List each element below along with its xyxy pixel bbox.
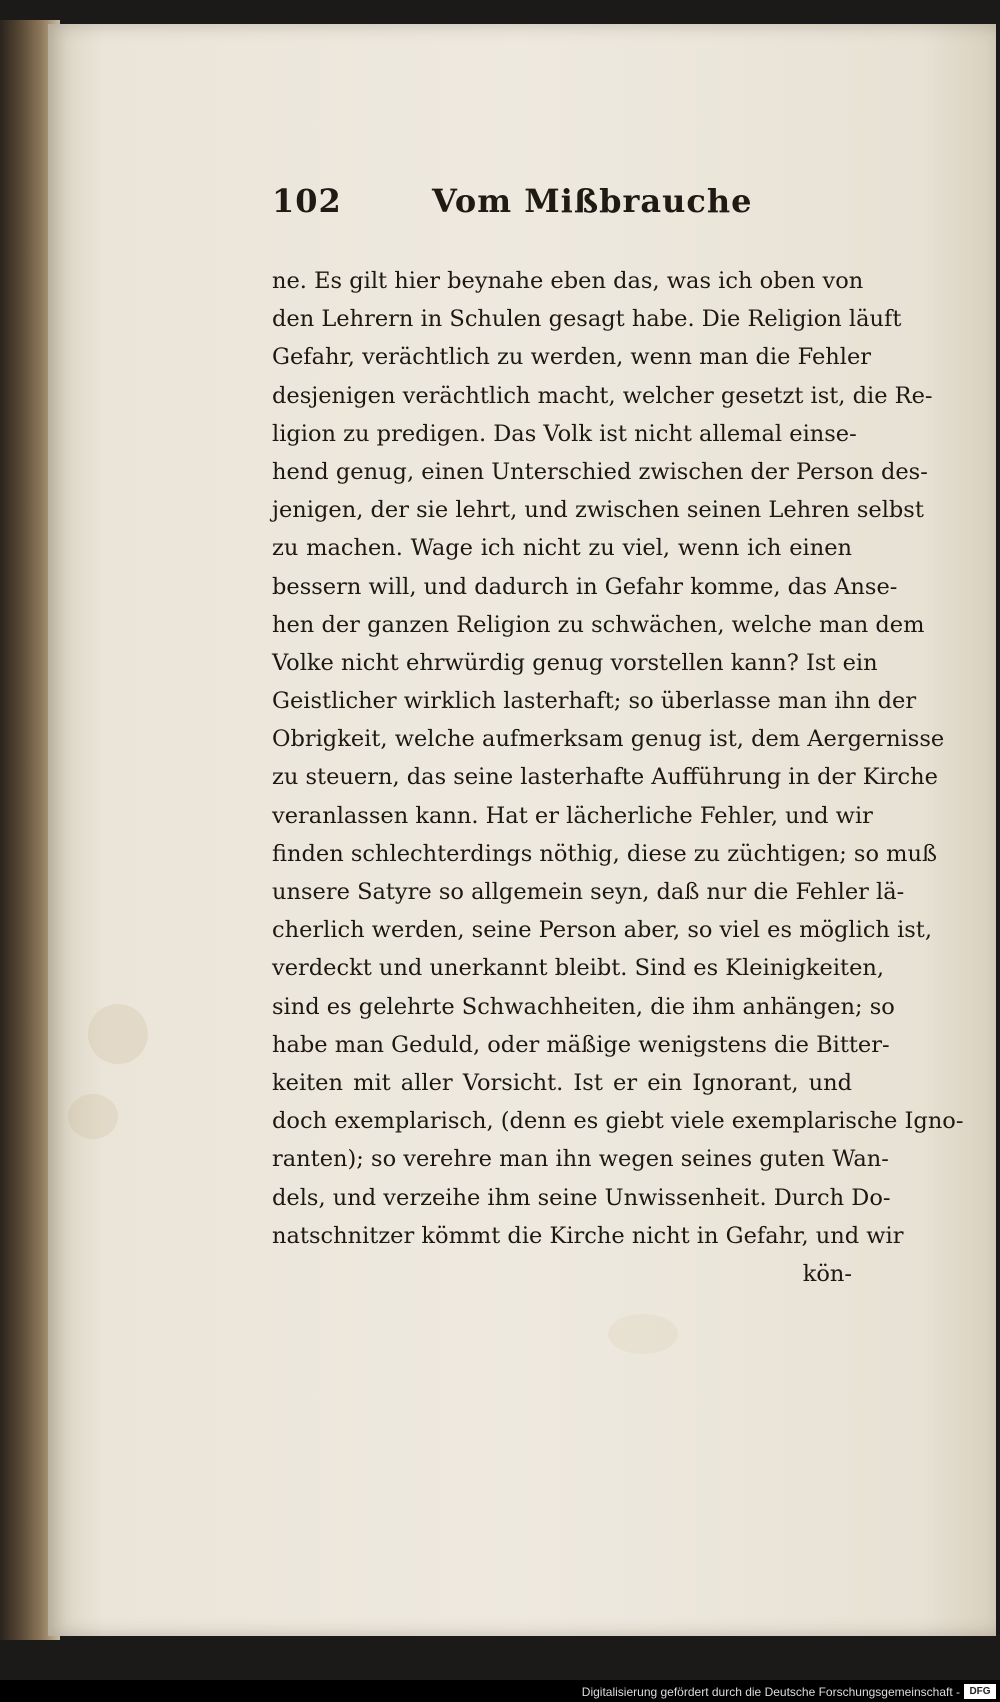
text-line: zu steuern, das seine lasterhafte Aufführung in der Kirche — [272, 764, 938, 791]
text-line: dels, und verzeihe ihm seine Unwissenheit. Durch Do- — [272, 1184, 891, 1211]
text-line: Gefahr, verächtlich zu werden, wenn man die Fehler — [272, 344, 872, 371]
text-line: Geistlicher wirklich lasterhaft; so überlasse man ihn der — [272, 688, 917, 715]
paper-stain — [88, 1004, 148, 1064]
digitization-credit: Digitalisierung gefördert durch die Deutsche Forschungsgemeinschaft - — [581, 1685, 960, 1699]
text-line: natschnitzer kömmt die Kirche nicht in Gefahr, und wir — [272, 1222, 904, 1249]
text-line: cherlich werden, seine Person aber, so viel es möglich ist, — [272, 917, 933, 944]
text-line: veranlassen kann. Hat er lächerliche Fehler, und wir — [272, 802, 873, 829]
text-line: Volke nicht ehrwürdig genug vorstellen kann? Ist ein — [272, 649, 878, 676]
text-line: den Lehrern in Schulen gesagt habe. Die Religion läuft — [272, 306, 902, 333]
text-line: verdeckt und unerkannt bleibt. Sind es Kleinigkeiten, — [272, 955, 885, 982]
text-line: hen der ganzen Religion zu schwächen, welche man dem — [272, 611, 925, 638]
text-line: finden schlechterdings nöthig, diese zu züchtigen; so muß — [272, 840, 938, 867]
footer-bar — [0, 1680, 1000, 1702]
paper-stain — [68, 1094, 118, 1139]
paper-stain — [608, 1314, 678, 1354]
text-line: jenigen, der sie lehrt, und zwischen seinen Lehren selbst — [272, 497, 924, 524]
text-line: zu machen. Wage ich nicht zu viel, wenn ich einen — [272, 535, 852, 562]
text-line: keiten mit aller Vorsicht. Ist er ein Ignorant, und — [272, 1069, 852, 1096]
page-number: 102 — [272, 182, 342, 220]
text-line: desjenigen verächtlich macht, welcher gesetzt ist, die Re- — [272, 382, 933, 409]
catchword: kön- — [802, 1260, 852, 1287]
text-line: sind es gelehrte Schwachheiten, die ihm anhängen; so — [272, 993, 895, 1020]
text-line: doch exemplarisch, (denn es giebt viele exemplarische Igno- — [272, 1108, 964, 1135]
text-line: ne. Es gilt hier beynahe eben das, was ich oben von — [272, 268, 864, 294]
running-title: Vom Mißbrauche — [432, 182, 753, 220]
body-text — [272, 262, 964, 1293]
dfg-logo: DFG — [964, 1684, 996, 1699]
page-header — [272, 182, 872, 242]
text-line: ligion zu predigen. Das Volk ist nicht allemal einse- — [272, 420, 857, 447]
text-line: hend genug, einen Unterschied zwischen der Person des- — [272, 458, 928, 485]
text-line: ranten); so verehre man ihn wegen seines guten Wan- — [272, 1146, 889, 1173]
text-line: bessern will, und dadurch in Gefahr komme, das Anse- — [272, 573, 898, 600]
text-line: habe man Geduld, oder mäßige wenigstens die Bitter- — [272, 1031, 890, 1058]
text-line: Obrigkeit, welche aufmerksam genug ist, dem Aergernisse — [272, 726, 945, 753]
text-line: unsere Satyre so allgemein seyn, daß nur die Fehler lä- — [272, 879, 905, 905]
